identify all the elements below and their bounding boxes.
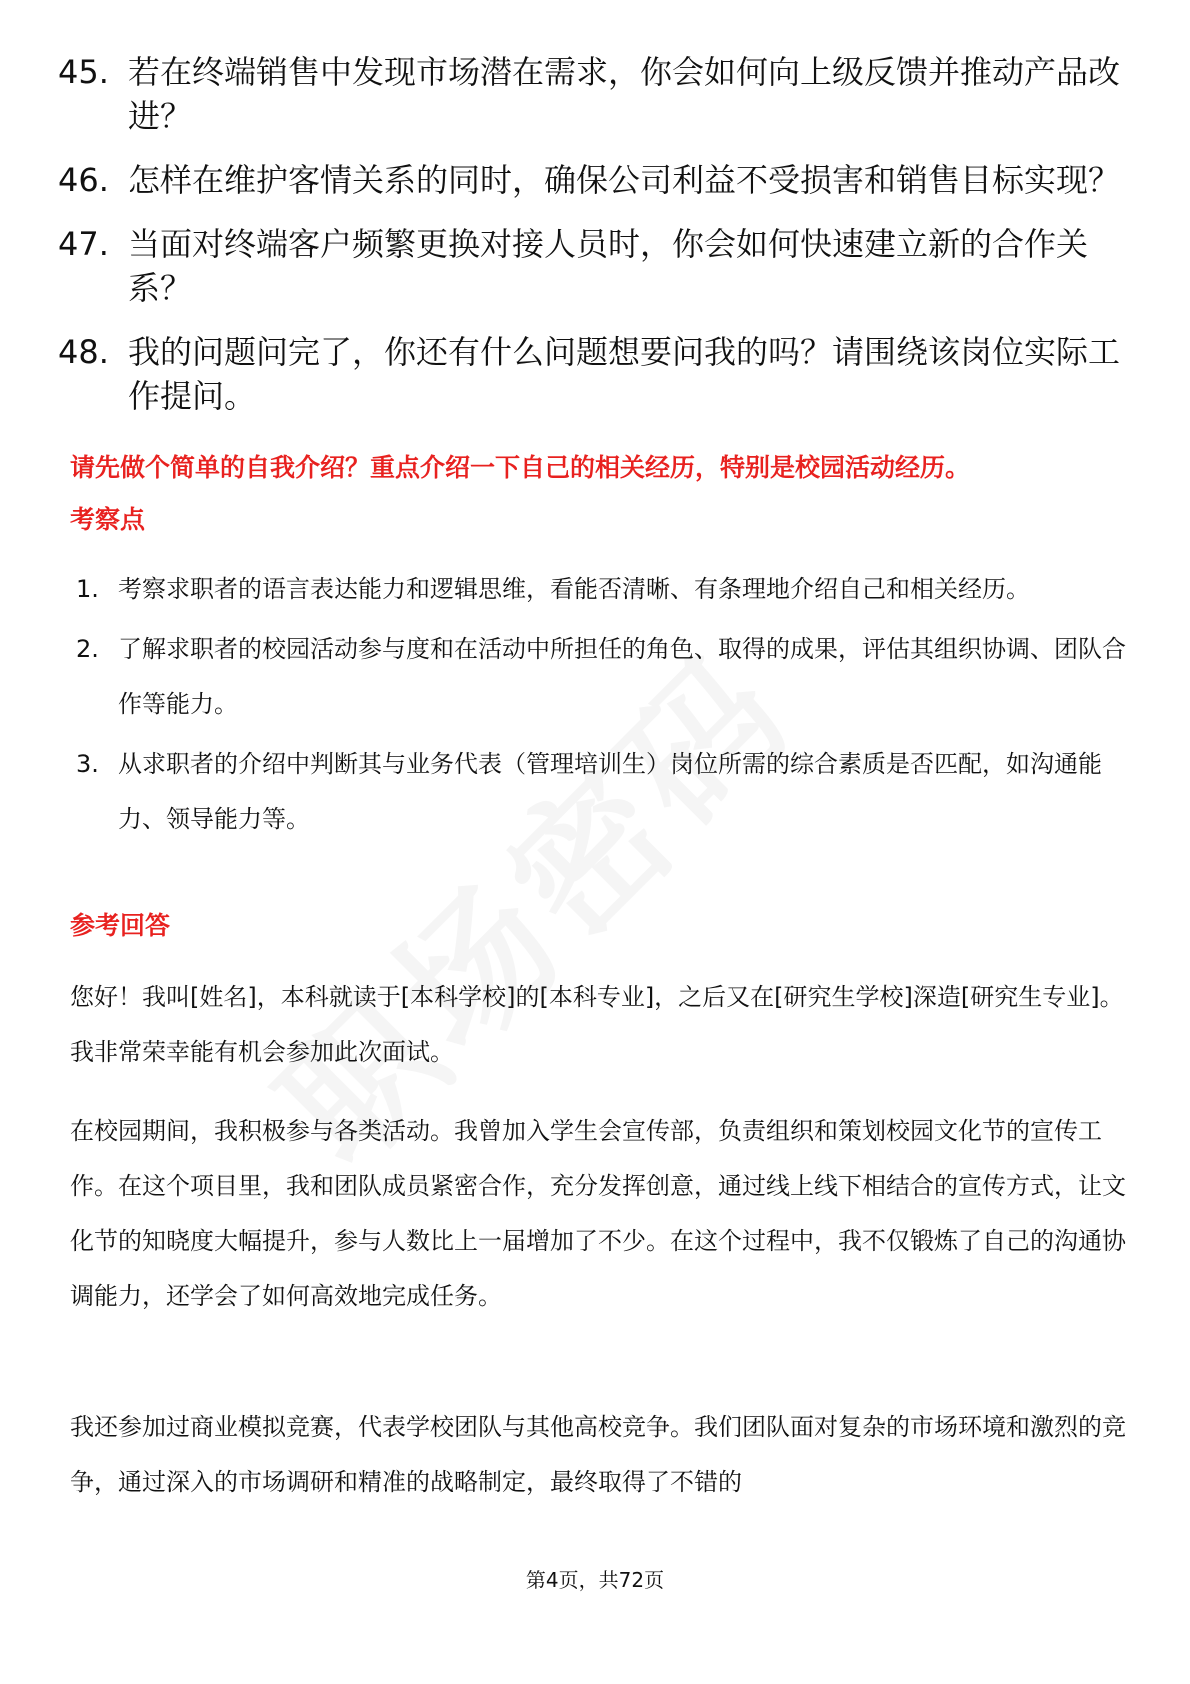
point-text: 考察求职者的语言表达能力和逻辑思维，看能否清晰、有条理地介绍自己和相关经历。 — [118, 575, 1030, 603]
question-item — [58, 330, 1138, 418]
question-text: 我的问题问完了，你还有什么问题想要问我的吗？请围绕该岗位实际工作提问。 — [128, 333, 1121, 415]
featured-question: 请先做个简单的自我介绍？重点介绍一下自己的相关经历，特别是校园活动经历。 — [70, 453, 971, 482]
assessment-point — [76, 737, 1136, 847]
question-item — [58, 158, 1138, 202]
question-number: 47. — [58, 225, 109, 263]
assessment-points — [76, 562, 1136, 852]
answer-paragraph: 在校园期间，我积极参与各类活动。我曾加入学生会宣传部，负责组织和策划校园文化节的宣传工作。在这个项目里，我和团队成员紧密合作，充分发挥创意，通过线上线下相结合的宣传方式，让文化节的知晓度大幅提升，参与人数比上一届增加了不少。在这个过程中，我不仅锻炼了自己的沟通协调能力，还学会了如何高效地完成任务。 — [70, 1117, 1126, 1310]
question-number: 45. — [58, 53, 109, 91]
assessment-point — [76, 622, 1136, 732]
point-text: 了解求职者的校园活动参与度和在活动中所担任的角色、取得的成果，评估其组织协调、团队合作等能力。 — [118, 635, 1126, 718]
question-text: 怎样在维护客情关系的同时，确保公司利益不受损害和销售目标实现？ — [128, 161, 1121, 199]
question-item — [58, 50, 1138, 138]
page-footer: 第4页，共72页 — [525, 1568, 665, 1592]
question-text: 当面对终端客户频繁更换对接人员时，你会如何快速建立新的合作关系？ — [128, 225, 1089, 307]
assessment-point — [76, 562, 1136, 617]
reference-heading: 参考回答 — [70, 911, 171, 940]
point-number: 2. — [76, 635, 99, 663]
point-number: 1. — [76, 575, 99, 603]
answer-paragraph: 您好！我叫[姓名]，本科就读于[本科学校]的[本科专业]，之后又在[研究生学校]深造[研究生专业]。我非常荣幸能有机会参加此次面试。 — [70, 983, 1124, 1066]
answer-paragraph: 我还参加过商业模拟竞赛，代表学校团队与其他高校竞争。我们团队面对复杂的市场环境和激烈的竞争，通过深入的市场调研和精准的战略制定，最终取得了不错的 — [70, 1413, 1126, 1496]
question-item — [58, 222, 1138, 310]
question-list — [58, 50, 1138, 438]
point-number: 3. — [76, 750, 99, 778]
question-text: 若在终端销售中发现市场潜在需求，你会如何向上级反馈并推动产品改进？ — [128, 53, 1121, 135]
point-text: 从求职者的介绍中判断其与业务代表（管理培训生）岗位所需的综合素质是否匹配，如沟通能力、领导能力等。 — [118, 750, 1102, 833]
question-number: 46. — [58, 161, 109, 199]
question-number: 48. — [58, 333, 109, 371]
assessment-heading: 考察点 — [70, 505, 146, 534]
